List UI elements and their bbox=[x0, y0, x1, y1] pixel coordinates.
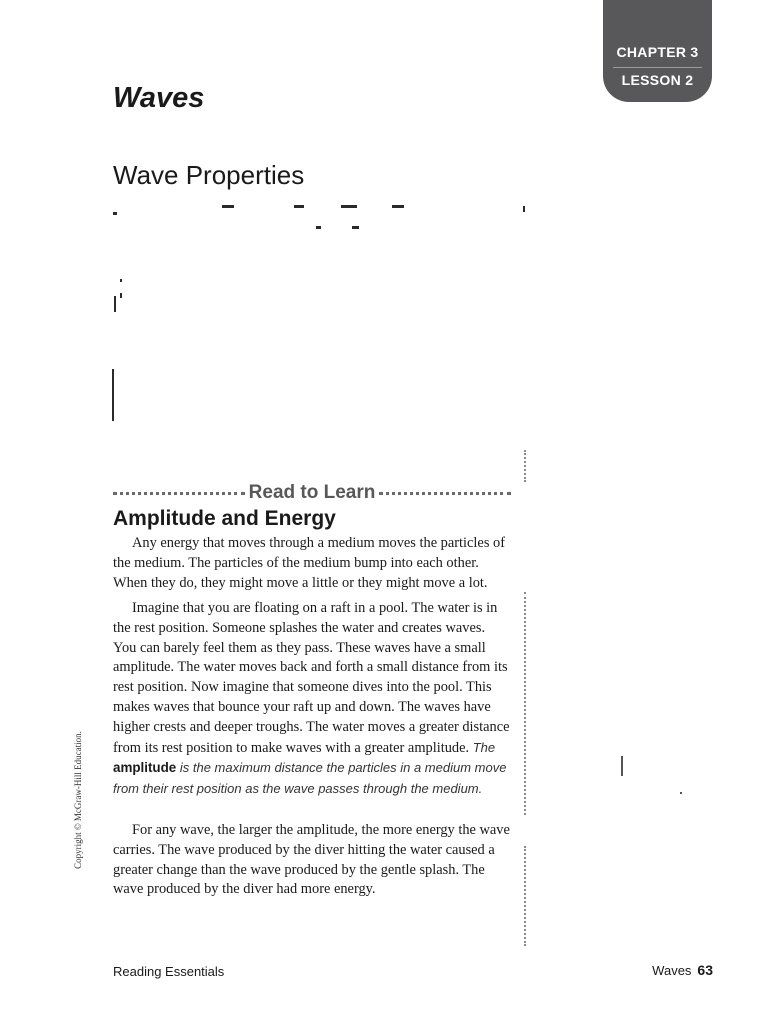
lesson-title: Wave Properties bbox=[113, 160, 305, 190]
paragraph-text: Any energy that moves through a medium moves the particles of the medium. The particles of the medium bump into each other. When they do, they might move a little or they might move a lot. bbox=[113, 535, 506, 591]
paragraph-text bbox=[113, 599, 511, 800]
copyright-notice: Copyright © McGraw-Hill Education. bbox=[73, 731, 83, 869]
read-to-learn-banner bbox=[113, 481, 511, 505]
margin-mark bbox=[680, 792, 682, 794]
dotted-rule bbox=[113, 492, 245, 495]
page-number: 63 bbox=[697, 962, 713, 978]
tab-divider bbox=[613, 67, 702, 68]
footer-book-title: Reading Essentials bbox=[113, 964, 225, 979]
definition-text: is the maximum distance the particles in a medium move from their rest position as the wave passes through the medium. bbox=[113, 760, 507, 797]
margin-dotted-line bbox=[524, 450, 526, 482]
chapter-label: CHAPTER 3 bbox=[616, 44, 699, 60]
lesson-label: LESSON 2 bbox=[621, 72, 694, 88]
footer-page-info bbox=[652, 962, 713, 978]
margin-dotted-line bbox=[524, 846, 526, 946]
margin-mark bbox=[621, 756, 623, 776]
margin-dotted-line bbox=[524, 592, 526, 815]
vocabulary-term: amplitude bbox=[113, 760, 177, 776]
definition-lead: The bbox=[472, 739, 496, 755]
dotted-rule bbox=[379, 492, 511, 495]
paragraph-text: For any wave, the larger the amplitude, the more energy the wave carries. The wave produced by the diver hitting the water caused a greater change than the wave produced by the gentle splash. The wave produced by the diver had more energy. bbox=[113, 822, 510, 898]
chapter-lesson-tab bbox=[603, 0, 712, 102]
read-to-learn-label: Read to Learn bbox=[248, 482, 376, 503]
paragraph-body: Imagine that you are floating on a raft in a pool. The water is in the rest position. Someone splashes the water and creates waves. You can barely feel them as they pass. These waves have a small amplitude. The water moves back and forth a small distance from its rest position. Now imagine that someone dives into the pool. This makes waves that bounce your raft up and down. The waves have higher crests and deeper troughs. The water moves a greater distance from its rest position to make waves with a greater amplitude. bbox=[113, 600, 510, 756]
paragraph-1 bbox=[113, 534, 511, 593]
section-heading: Amplitude and Energy bbox=[113, 507, 336, 530]
paragraph-3 bbox=[113, 821, 511, 900]
footer-unit-label: Waves bbox=[652, 963, 692, 978]
paragraph-2 bbox=[113, 599, 511, 800]
unit-title: Waves bbox=[113, 82, 205, 114]
